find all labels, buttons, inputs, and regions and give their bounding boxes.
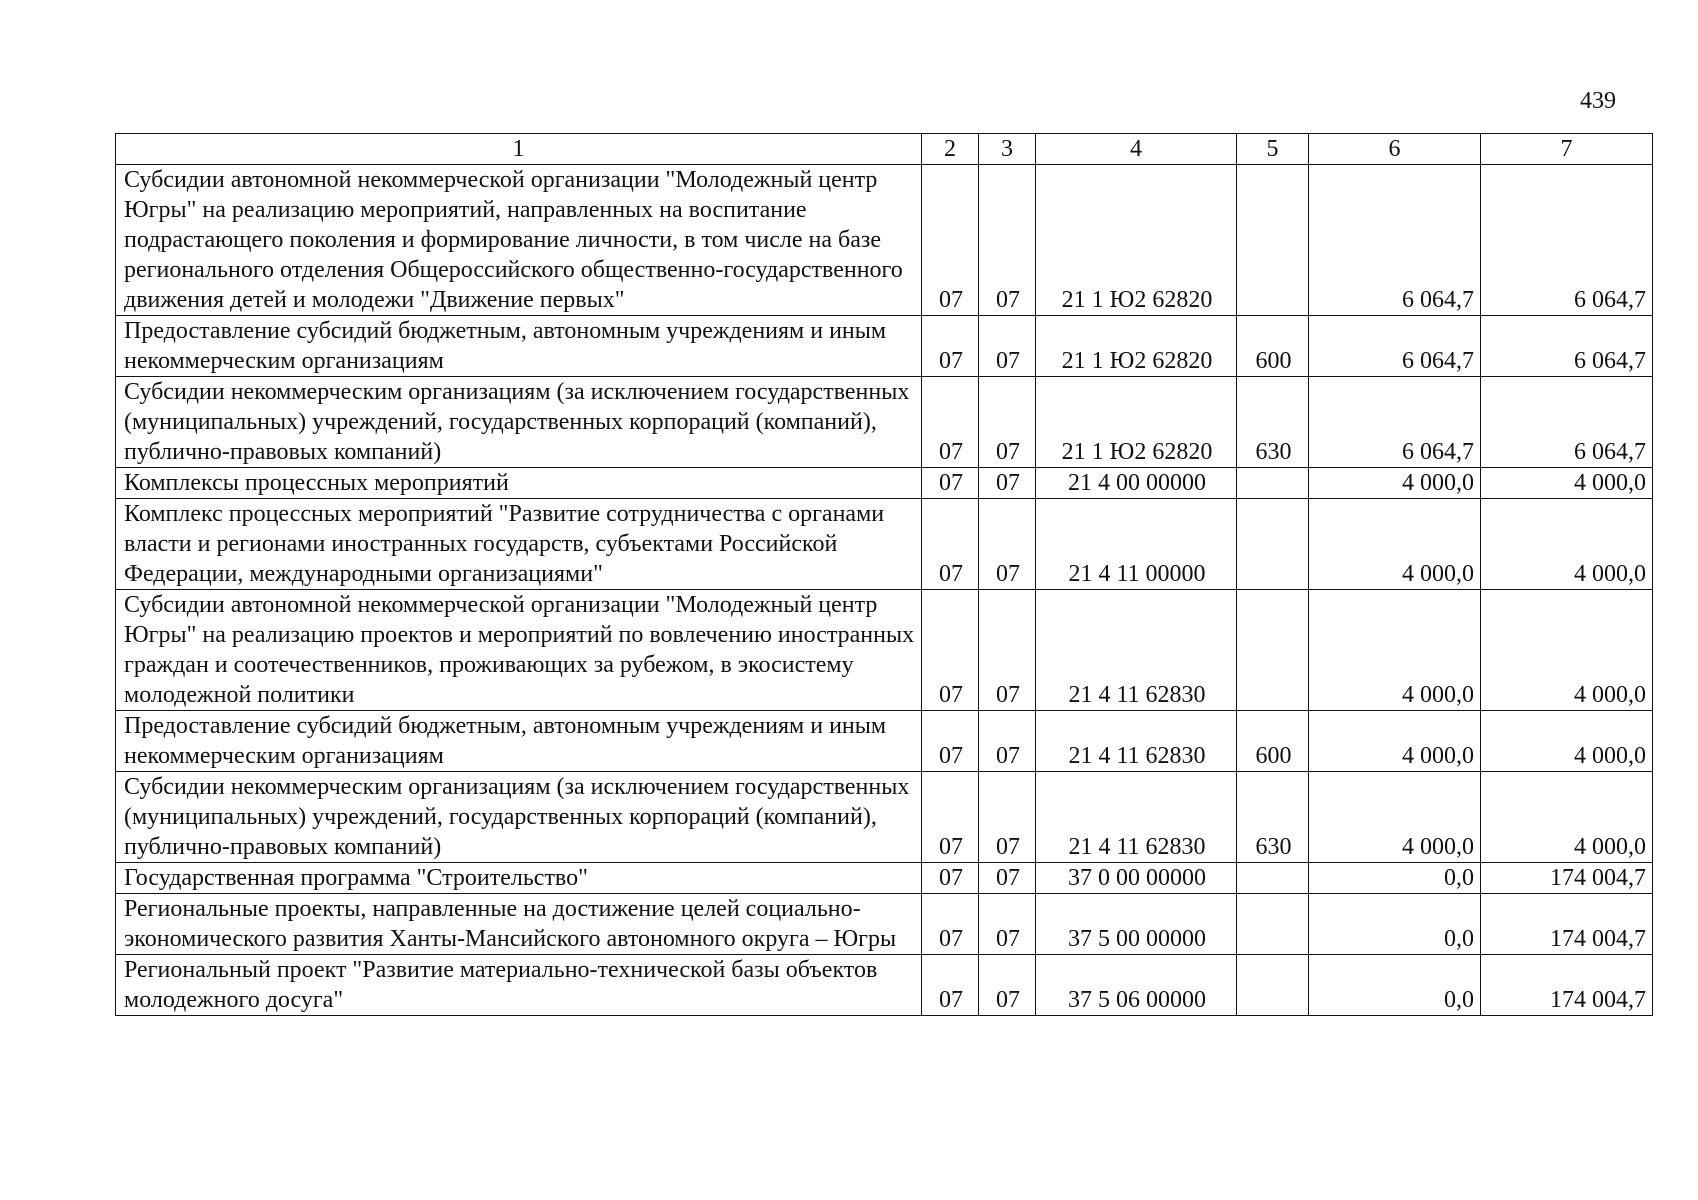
row-section: 07: [922, 377, 979, 468]
header-row: [116, 134, 1653, 165]
row-expense-type: [1237, 165, 1309, 316]
row-target-code: 21 4 11 62830: [1036, 711, 1237, 772]
row-target-code: 37 5 06 00000: [1036, 955, 1237, 1016]
row-amount-7: 4 000,0: [1481, 590, 1653, 711]
table-row: [116, 772, 1653, 863]
budget-table: [115, 133, 1653, 1016]
row-section: 07: [922, 165, 979, 316]
row-section: 07: [922, 711, 979, 772]
row-expense-type: [1237, 499, 1309, 590]
row-amount-6: 4 000,0: [1309, 711, 1481, 772]
row-name: Комплекс процессных мероприятий "Развитие сотрудничества с органами власти и регионами иностранных государств, субъектами Российской Федерации, международными организациями": [116, 499, 922, 590]
col-header-4: 4: [1036, 134, 1237, 165]
row-amount-6: 4 000,0: [1309, 499, 1481, 590]
table-row: [116, 863, 1653, 894]
row-name: Региональные проекты, направленные на достижение целей социально-экономического развития Ханты-Мансийского автономного округа – Югры: [116, 894, 922, 955]
row-subsection: 07: [979, 590, 1036, 711]
row-amount-6: 4 000,0: [1309, 468, 1481, 499]
col-header-5: 5: [1237, 134, 1309, 165]
table-row: [116, 711, 1653, 772]
row-section: 07: [922, 590, 979, 711]
row-expense-type: [1237, 863, 1309, 894]
row-amount-7: 4 000,0: [1481, 772, 1653, 863]
row-expense-type: 600: [1237, 711, 1309, 772]
row-subsection: 07: [979, 863, 1036, 894]
row-name: Предоставление субсидий бюджетным, автономным учреждениям и иным некоммерческим организациям: [116, 711, 922, 772]
row-expense-type: [1237, 894, 1309, 955]
row-subsection: 07: [979, 377, 1036, 468]
row-name: Субсидии автономной некоммерческой организации "Молодежный центр Югры" на реализацию проектов и мероприятий по вовлечению иностранных граждан и соотечественников, проживающих за рубежом, в экосистему молодежной политики: [116, 590, 922, 711]
row-amount-6: 4 000,0: [1309, 772, 1481, 863]
row-subsection: 07: [979, 499, 1036, 590]
row-expense-type: 630: [1237, 772, 1309, 863]
row-amount-6: 0,0: [1309, 863, 1481, 894]
row-subsection: 07: [979, 955, 1036, 1016]
row-section: 07: [922, 499, 979, 590]
table-row: [116, 165, 1653, 316]
col-header-6: 6: [1309, 134, 1481, 165]
row-amount-6: 0,0: [1309, 894, 1481, 955]
row-expense-type: [1237, 468, 1309, 499]
row-amount-7: 4 000,0: [1481, 711, 1653, 772]
col-header-3: 3: [979, 134, 1036, 165]
row-target-code: 21 1 Ю2 62820: [1036, 316, 1237, 377]
row-amount-7: 174 004,7: [1481, 894, 1653, 955]
row-target-code: 37 0 00 00000: [1036, 863, 1237, 894]
row-amount-6: 6 064,7: [1309, 377, 1481, 468]
row-target-code: 21 4 11 00000: [1036, 499, 1237, 590]
row-section: 07: [922, 955, 979, 1016]
row-section: 07: [922, 468, 979, 499]
row-amount-6: 6 064,7: [1309, 316, 1481, 377]
row-amount-7: 6 064,7: [1481, 316, 1653, 377]
row-name: Комплексы процессных мероприятий: [116, 468, 922, 499]
row-amount-6: 6 064,7: [1309, 165, 1481, 316]
row-amount-6: 4 000,0: [1309, 590, 1481, 711]
row-target-code: 21 4 00 00000: [1036, 468, 1237, 499]
col-header-2: 2: [922, 134, 979, 165]
row-section: 07: [922, 894, 979, 955]
row-target-code: 21 4 11 62830: [1036, 590, 1237, 711]
col-header-7: 7: [1481, 134, 1653, 165]
row-target-code: 21 1 Ю2 62820: [1036, 377, 1237, 468]
table-row: [116, 316, 1653, 377]
row-subsection: 07: [979, 894, 1036, 955]
table-row: [116, 955, 1653, 1016]
row-subsection: 07: [979, 468, 1036, 499]
row-amount-7: 174 004,7: [1481, 863, 1653, 894]
row-target-code: 21 4 11 62830: [1036, 772, 1237, 863]
table-row: [116, 499, 1653, 590]
row-section: 07: [922, 772, 979, 863]
row-amount-6: 0,0: [1309, 955, 1481, 1016]
table-row: [116, 377, 1653, 468]
row-amount-7: 6 064,7: [1481, 165, 1653, 316]
row-name: Субсидии некоммерческим организациям (за исключением государственных (муниципальных) учреждений, государственных корпораций (компаний), публично-правовых компаний): [116, 377, 922, 468]
row-subsection: 07: [979, 165, 1036, 316]
col-header-1: 1: [116, 134, 922, 165]
row-name: Региональный проект "Развитие материально-технической базы объектов молодежного досуга": [116, 955, 922, 1016]
row-subsection: 07: [979, 772, 1036, 863]
row-target-code: 37 5 00 00000: [1036, 894, 1237, 955]
row-expense-type: 600: [1237, 316, 1309, 377]
row-expense-type: [1237, 590, 1309, 711]
row-section: 07: [922, 316, 979, 377]
row-name: Предоставление субсидий бюджетным, автономным учреждениям и иным некоммерческим организациям: [116, 316, 922, 377]
table-row: [116, 468, 1653, 499]
row-name: Субсидии автономной некоммерческой организации "Молодежный центр Югры" на реализацию мероприятий, направленных на воспитание подрастающего поколения и формирование личности, в том числе на базе регионального отделения Общероссийского общественно-государственного движения детей и молодежи "Движение первых": [116, 165, 922, 316]
row-section: 07: [922, 863, 979, 894]
row-amount-7: 4 000,0: [1481, 468, 1653, 499]
row-expense-type: [1237, 955, 1309, 1016]
row-amount-7: 174 004,7: [1481, 955, 1653, 1016]
row-name: Государственная программа "Строительство": [116, 863, 922, 894]
row-name: Субсидии некоммерческим организациям (за исключением государственных (муниципальных) учреждений, государственных корпораций (компаний), публично-правовых компаний): [116, 772, 922, 863]
page-number: 439: [1580, 88, 1616, 114]
row-amount-7: 6 064,7: [1481, 377, 1653, 468]
row-subsection: 07: [979, 316, 1036, 377]
row-amount-7: 4 000,0: [1481, 499, 1653, 590]
row-subsection: 07: [979, 711, 1036, 772]
table-row: [116, 590, 1653, 711]
row-target-code: 21 1 Ю2 62820: [1036, 165, 1237, 316]
row-expense-type: 630: [1237, 377, 1309, 468]
table-row: [116, 894, 1653, 955]
